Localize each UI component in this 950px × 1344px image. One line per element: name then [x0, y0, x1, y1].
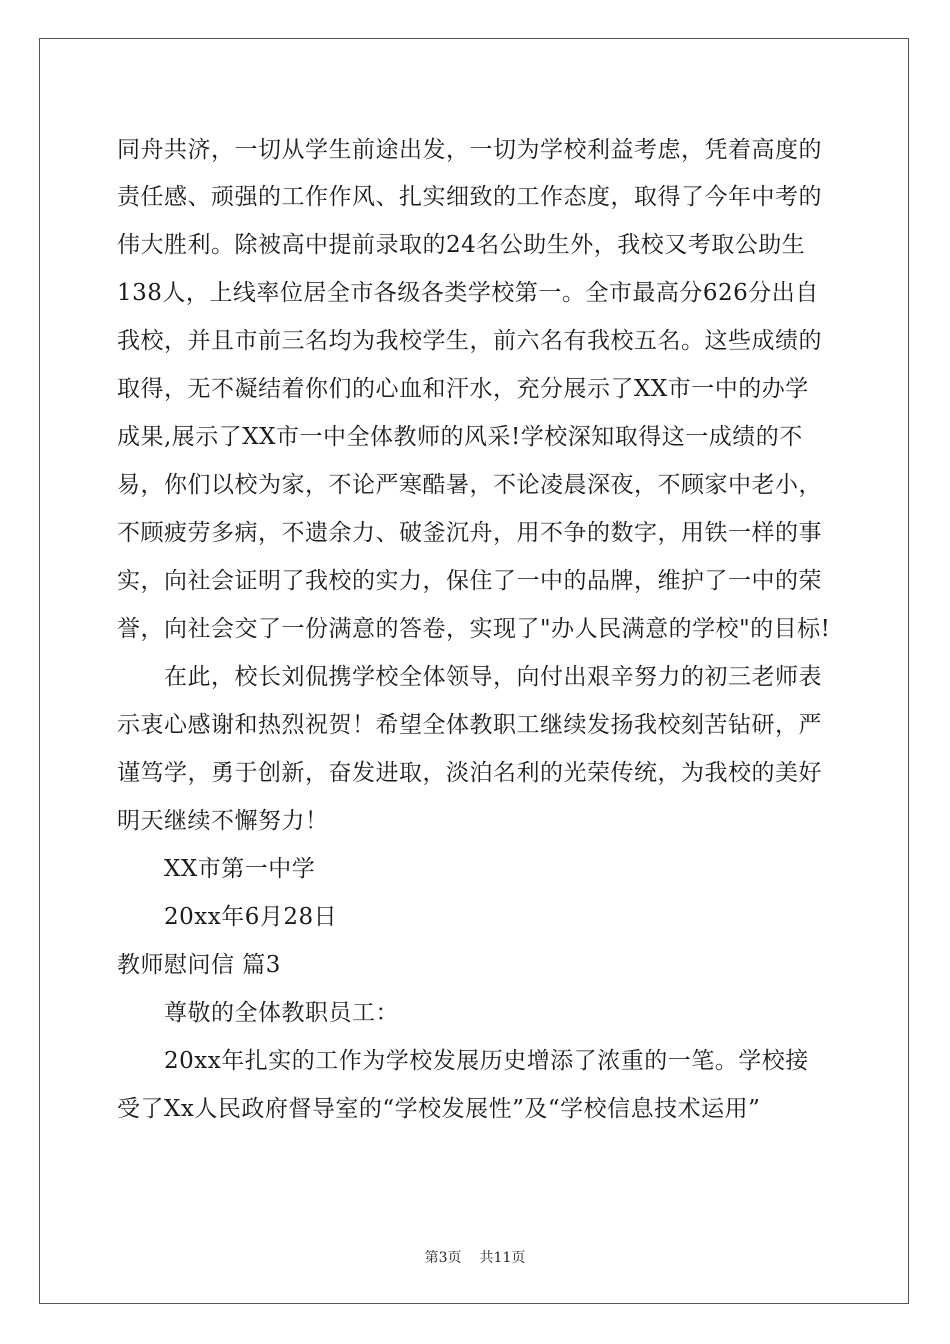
- body-line: 谨笃学，勇于创新，奋发进取，淡泊名利的光荣传统，为我校的美好: [117, 760, 822, 786]
- body-line: 不顾疲劳多病，不遗余力、破釜沉舟，用不争的数字，用铁一样的事: [117, 520, 822, 546]
- body-line: 在此，校长刘侃携学校全体领导，向付出艰辛努力的初三老师表: [164, 664, 822, 690]
- body-line: 誉，向社会交了一份满意的答卷，实现了"办人民满意的学校"的目标!: [117, 616, 831, 642]
- salutation: 尊敬的全体教职员工：: [164, 1000, 399, 1026]
- body-line: 受了Xx人民政府督导室的“学校发展性”及“学校信息技术运用”: [117, 1096, 761, 1122]
- page-number: 第3页: [424, 1250, 462, 1266]
- body-line: 取得，无不凝结着你们的心血和汗水，充分展示了XX市一中的办学: [117, 376, 809, 402]
- body-line: 示衷心感谢和热烈祝贺！希望全体教职工继续发扬我校刻苦钻研，严: [117, 712, 822, 738]
- signature-school: XX市第一中学: [164, 856, 316, 882]
- body-line: 责任感、顽强的工作作风、扎实细致的工作态度，取得了今年中考的: [117, 184, 822, 210]
- page-total: 共11页: [479, 1250, 526, 1266]
- body-line: 伟大胜利。除被高中提前录取的24名公助生外，我校又考取公助生: [117, 232, 806, 258]
- body-line: 明天继续不懈努力！: [117, 808, 329, 834]
- body-line: 138人，上线率位居全市各级各类学校第一。全市最高分626分出自: [117, 280, 819, 306]
- body-line: 我校，并且市前三名均为我校学生，前六名有我校五名。这些成绩的: [117, 328, 822, 354]
- body-line: 同舟共济，一切从学生前途出发，一切为学校利益考虑，凭着高度的: [117, 137, 822, 163]
- section-heading: 教师慰问信 篇3: [117, 952, 281, 978]
- body-line: 易，你们以校为家，不论严寒酷暑，不论凌晨深夜，不顾家中老小，: [117, 472, 822, 498]
- signature-date: 20xx年6月28日: [164, 904, 338, 930]
- page-footer: [0, 1247, 950, 1267]
- body-line: 20xx年扎实的工作为学校发展历史增添了浓重的一笔。学校接: [164, 1048, 809, 1074]
- body-line: 实，向社会证明了我校的实力，保住了一中的品牌，维护了一中的荣: [117, 568, 822, 594]
- body-line: 成果,展示了XX市一中全体教师的风采!学校深知取得这一成绩的不: [117, 424, 803, 450]
